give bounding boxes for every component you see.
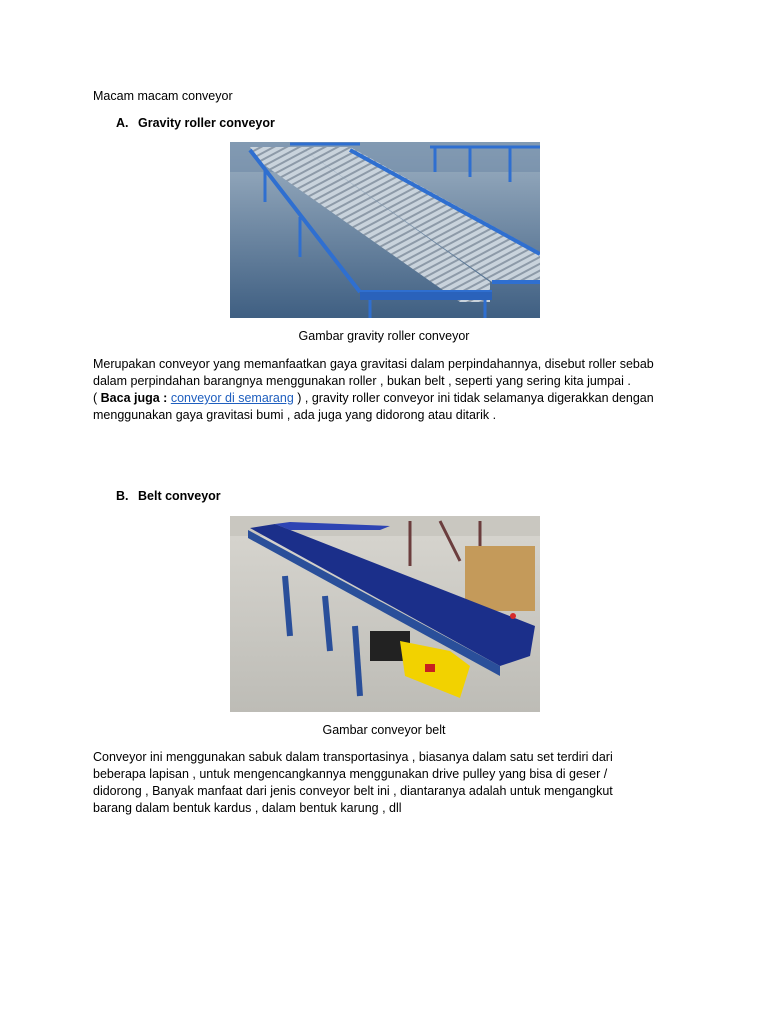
figure-b-caption: Gambar conveyor belt <box>322 723 446 737</box>
figure-a-caption: Gambar gravity roller conveyor <box>298 329 470 343</box>
section-b-marker: B. <box>116 489 129 503</box>
paragraph-line: beberapa lapisan , untuk mengencangkannya menggunakan drive pulley yang bisa di geser / <box>93 767 608 781</box>
paren-open: ( <box>93 391 101 405</box>
document-title: Macam macam conveyor <box>93 89 233 103</box>
paragraph-line: Merupakan conveyor yang memanfaatkan gaya gravitasi dalam perpindahannya, disebut roller sebab <box>93 357 654 371</box>
belt-conveyor-image <box>230 516 540 712</box>
section-a-title: Gravity roller conveyor <box>138 116 275 130</box>
section-b-heading <box>116 488 221 505</box>
gravity-roller-conveyor-image <box>230 142 540 318</box>
section-b-paragraph <box>93 749 613 817</box>
paragraph-line: barang dalam bentuk kardus , dalam bentuk karung , dll <box>93 801 402 815</box>
section-a-marker: A. <box>116 116 129 130</box>
paragraph-line-with-link <box>93 390 654 407</box>
section-b-title: Belt conveyor <box>138 489 221 503</box>
section-a-paragraph <box>93 356 654 424</box>
section-a-heading <box>116 115 275 132</box>
paragraph-line-rest: ) , gravity roller conveyor ini tidak selamanya digerakkan dengan <box>293 391 654 405</box>
read-also-label: Baca juga : <box>100 391 168 405</box>
paragraph-line: menggunakan gaya gravitasi bumi , ada juga yang didorong atau ditarik . <box>93 408 497 422</box>
paragraph-line: Conveyor ini menggunakan sabuk dalam transportasinya , biasanya dalam satu set terdiri dari <box>93 750 613 764</box>
paragraph-line: didorong , Banyak manfaat dari jenis conveyor belt ini , diantaranya adalah untuk mengangkut <box>93 784 613 798</box>
conveyor-semarang-link[interactable]: conveyor di semarang <box>170 391 294 405</box>
paragraph-line: dalam perpindahan barangnya menggunakan roller , bukan belt , seperti yang sering kita jumpai . <box>93 374 631 388</box>
